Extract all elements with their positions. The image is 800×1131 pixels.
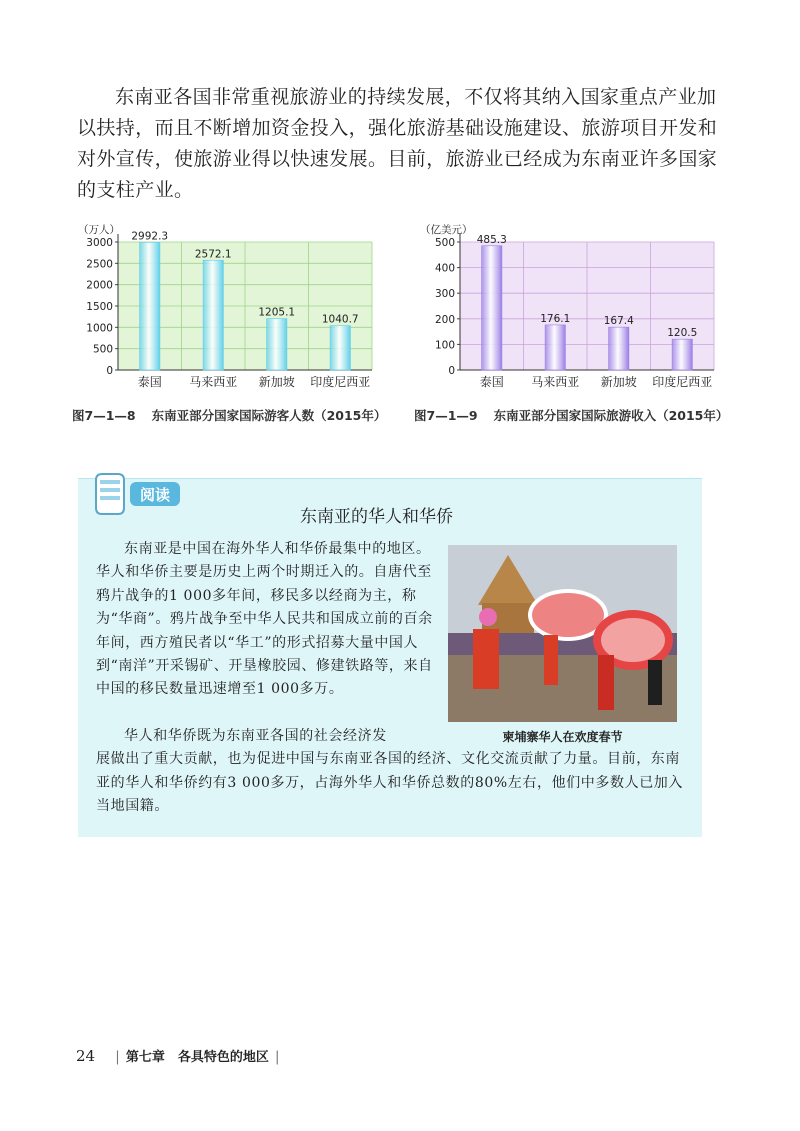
page-footer: [76, 1046, 286, 1065]
chart2-ytick-label: 500: [434, 237, 455, 249]
reading-badge-icon: [86, 470, 186, 522]
lion-dance-photo-image: [448, 545, 677, 722]
intro-paragraph: [77, 82, 725, 206]
chart2-bar: [672, 339, 692, 370]
intro-text: 东南亚各国非常重视旅游业的持续发展，不仅将其纳入国家重点产业加以扶持，而且不断增加资金投入，强化旅游基础设施建设、旅游项目开发和对外宣传，使旅游业得以快速发展。目前，旅游业已经成为东南亚许多国家的支柱产业。: [77, 86, 718, 201]
footer-separator-right: |: [274, 1049, 280, 1065]
chart1-bar: [140, 242, 160, 370]
chart1-bar: [330, 326, 350, 370]
chart1-ytick-label: 1500: [86, 301, 113, 313]
chart1-ytick-label: 2500: [86, 258, 113, 271]
chart2-ytick-label: 200: [434, 313, 455, 326]
figure-title-2: 东南亚部分国家国际旅游收入（2015年）: [493, 408, 729, 423]
chart1-value-label: 2572.1: [194, 248, 232, 261]
chart2-value-label: 120.5: [667, 327, 698, 340]
reading-title: 东南亚的华人和华侨: [300, 507, 453, 527]
chart2-ytick-label: 400: [434, 262, 455, 275]
figure-title-1: 东南亚部分国家国际游客人数（2015年）: [151, 408, 387, 423]
chart1-category-label: 新加坡: [258, 375, 295, 389]
chart2-value-label: 485.3: [476, 233, 507, 246]
chart2-bar: [482, 246, 502, 370]
figure-caption-2: [414, 406, 728, 424]
chart2-value-label: 167.4: [603, 315, 634, 328]
chart2-ytick-label: 300: [434, 288, 455, 301]
page-number: 24: [76, 1047, 96, 1065]
chart1-category-label: 泰国: [137, 375, 162, 389]
chart1-category-label: 印度尼西亚: [310, 375, 371, 389]
footer-separator-left: |: [115, 1049, 120, 1065]
reading-paragraph-1: [96, 538, 434, 702]
chart1-value-label: 1205.1: [258, 306, 296, 319]
chart1-ytick-label: 0: [106, 365, 113, 377]
figure-number-1: 图7—1—8: [72, 408, 136, 423]
chart2-bar: [545, 325, 565, 370]
chart2-value-label: 176.1: [540, 312, 571, 325]
chart-tourist-arrivals-svg: [70, 222, 380, 400]
reading-badge-label: 阅读: [139, 486, 171, 504]
chart1-ytick-label: 3000: [86, 237, 113, 249]
chart2-bar: [609, 327, 629, 370]
chart-tourism-revenue: [412, 222, 722, 400]
chart1-ytick-label: 2000: [86, 279, 113, 292]
chart2-unit-label: （亿美元）: [420, 224, 473, 236]
chart2-ytick-label: 0: [448, 365, 455, 377]
reading-para2-rest: 展做出了重大贡献，也为促进中国与东南亚各国的经济、文化交流贡献了力量。目前，东南亚的华人和华侨约有3 000多万，占海外华人和华侨总数的80%左右，他们中多数人已加入当地国籍。: [96, 751, 683, 815]
photo-caption: 柬埔寨华人在欢度春节: [502, 730, 623, 744]
chart2-category-label: 泰国: [479, 375, 504, 389]
chart1-value-label: 1040.7: [321, 313, 359, 326]
chart2-category-label: 印度尼西亚: [652, 375, 713, 389]
chart2-ytick-label: 100: [434, 339, 455, 352]
chart2-category-label: 马来西亚: [531, 375, 580, 389]
chart1-unit-label: （万人）: [78, 224, 120, 236]
reading-para2-first-line: 华人和华侨既为东南亚各国的社会经济发: [124, 728, 387, 744]
chart1-value-label: 2992.3: [131, 230, 169, 243]
chart-tourism-revenue-svg: [412, 222, 722, 400]
chart1-ytick-label: 1000: [86, 322, 113, 335]
figure-caption-1: [72, 406, 386, 424]
chart2-category-label: 新加坡: [600, 375, 637, 389]
chart1-bar: [267, 319, 287, 370]
figure-number-2: 图7—1—9: [414, 408, 478, 423]
chart1-category-label: 马来西亚: [189, 375, 238, 389]
reading-para1-text: 东南亚是中国在海外华人和华侨最集中的地区。华人和华侨主要是历史上两个时期迁入的。自唐代至鸦片战争的1 000多年间，移民多以经商为主，称为“华商”。鸦片战争至中华人民共和国成立前的百余年间，西方殖民者以“华工”的形式招募大量中国人到“南洋”开采锡矿、开垦橡胶园、修建铁路等，来自中国的移民数量迅速增至1 000多万。: [96, 541, 433, 698]
lion-dance-photo: [448, 545, 677, 722]
chart-tourist-arrivals: [70, 222, 380, 400]
chart1-ytick-label: 500: [92, 343, 113, 356]
chapter-title: 第七章 各具特色的地区: [125, 1050, 269, 1065]
chart1-bar: [203, 260, 223, 370]
